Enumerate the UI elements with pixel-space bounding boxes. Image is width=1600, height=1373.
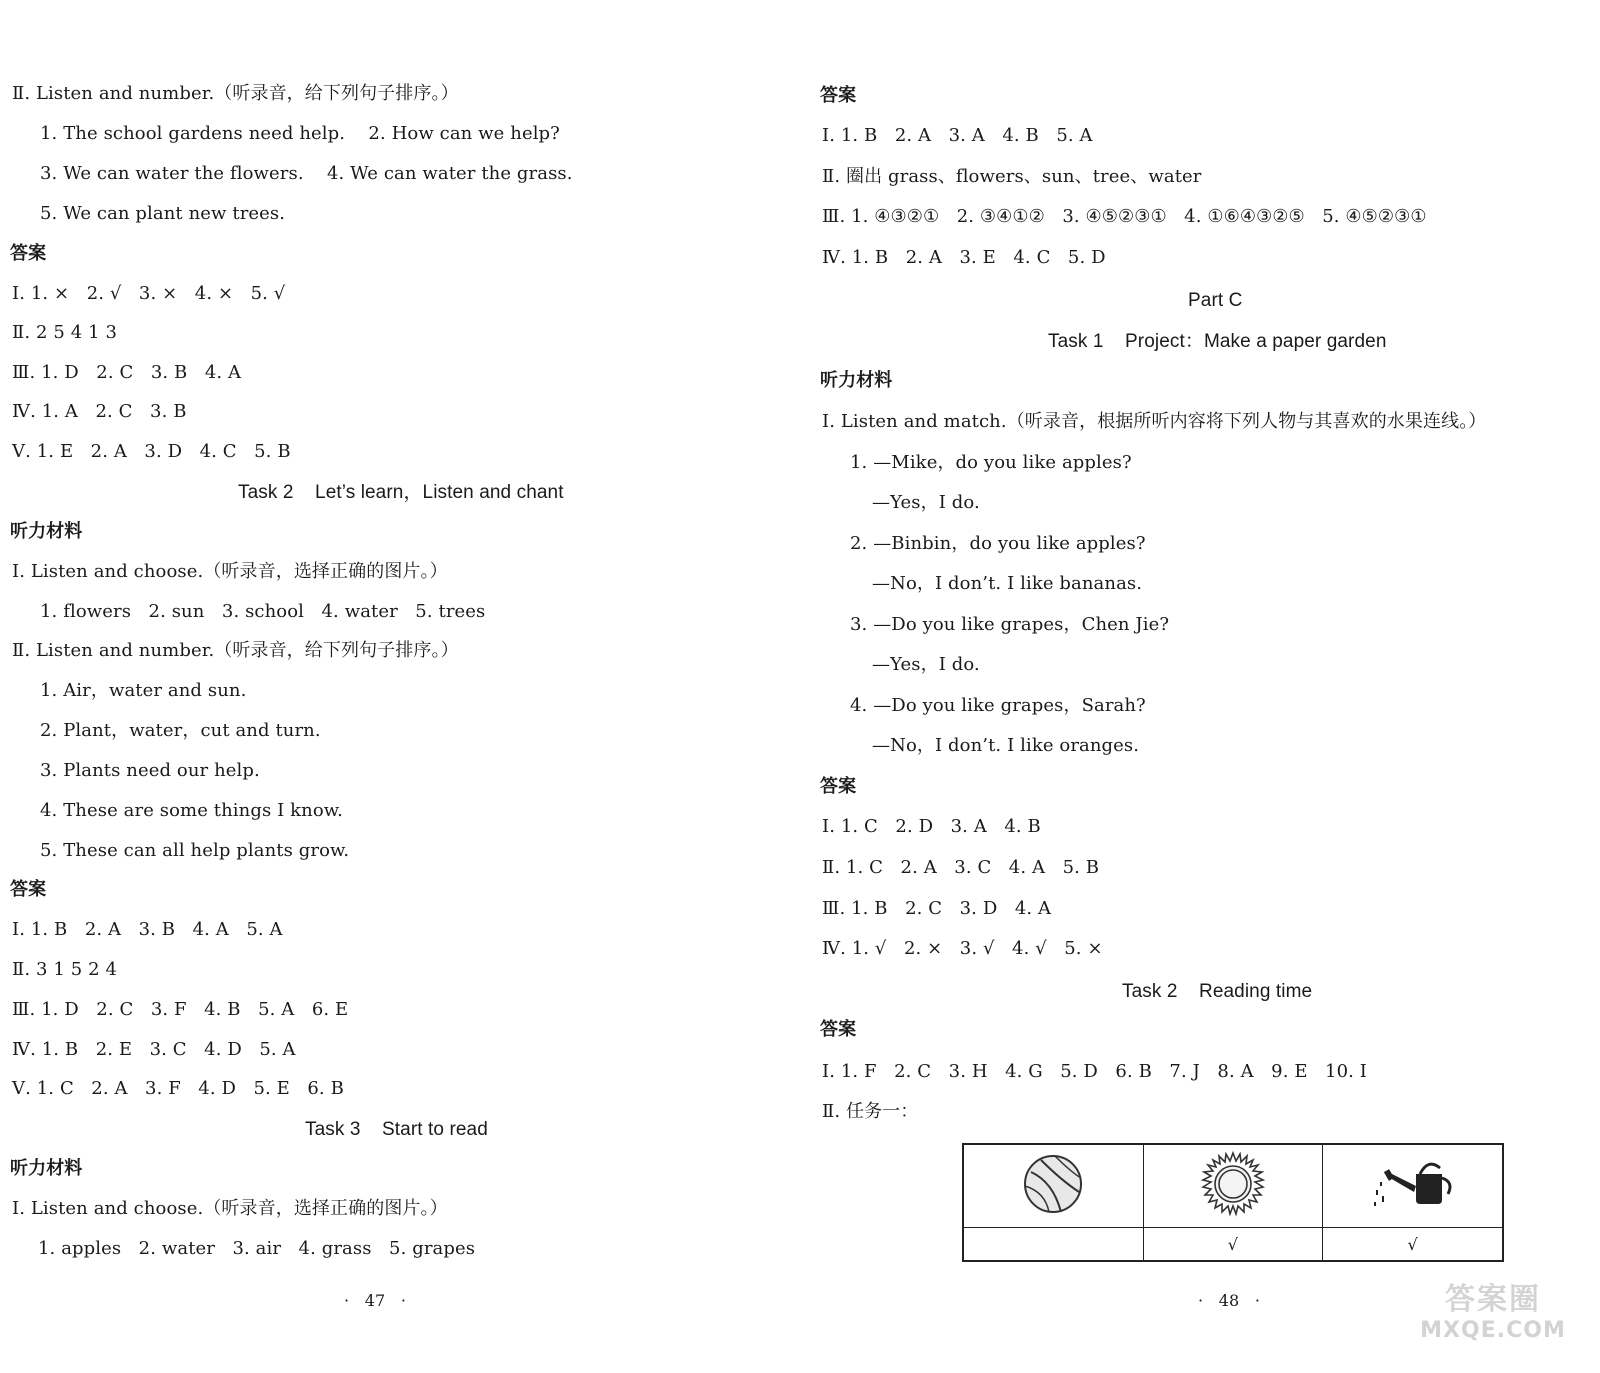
text-line: Ⅱ. Listen and number.（听录音，给下列句子排序。）	[12, 83, 459, 104]
text-line: Ⅳ. 1. B 2. E 3. C 4. D 5. A	[12, 1039, 296, 1060]
table-cell	[1323, 1144, 1503, 1228]
text-line: Ⅰ. 1. F 2. C 3. H 4. G 5. D 6. B 7. J 8. A 9. E 10. I	[822, 1061, 1368, 1082]
text-line: Ⅲ. 1. D 2. C 3. B 4. A	[12, 362, 242, 383]
answer-table	[962, 1143, 1504, 1262]
text-line: Ⅱ. 1. C 2. A 3. C 4. A 5. B	[822, 857, 1100, 878]
task-heading: Task 2 Let’s learn，Listen and chant	[238, 482, 564, 503]
text-line: 1. apples 2. water 3. air 4. grass 5. grapes	[38, 1238, 476, 1259]
task-heading: Task 3 Start to read	[305, 1119, 488, 1140]
text-line: Ⅴ. 1. C 2. A 3. F 4. D 5. E 6. B	[12, 1078, 344, 1099]
text-line: Ⅱ. 圈出 grass、flowers、sun、tree、water	[822, 166, 1202, 187]
text-line: Ⅰ. Listen and choose.（听录音，选择正确的图片。）	[12, 561, 448, 582]
section-label: 答案	[820, 85, 857, 106]
page-number: · 48 ·	[1198, 1291, 1261, 1310]
text-line: Ⅰ. Listen and match.（听录音，根据所听内容将下列人物与其喜欢的水果连线。）	[822, 411, 1487, 432]
text-line: Ⅱ. 任务一：	[822, 1101, 919, 1122]
text-line: Ⅰ. 1. × 2. √ 3. × 4. × 5. √	[12, 283, 286, 304]
text-line: 2. Plant，water，cut and turn.	[40, 720, 321, 741]
text-line: Ⅰ. Listen and choose.（听录音，选择正确的图片。）	[12, 1198, 448, 1219]
text-line: 4. —Do you like grapes，Sarah?	[850, 695, 1146, 716]
text-line: Ⅳ. 1. √ 2. × 3. √ 4. √ 5. ×	[822, 938, 1103, 959]
text-line: Ⅳ. 1. A 2. C 3. B	[12, 401, 187, 422]
text-line: —No，I don’t. I like bananas.	[872, 573, 1143, 594]
text-line: —Yes，I do.	[872, 492, 980, 513]
task-heading: Part C	[1188, 290, 1243, 311]
page-number: · 47 ·	[344, 1291, 407, 1310]
watermark	[1418, 1274, 1568, 1343]
section-label: 答案	[820, 1019, 857, 1040]
text-line: 2. —Binbin，do you like apples?	[850, 533, 1146, 554]
text-line: 1. —Mike，do you like apples?	[850, 452, 1132, 473]
text-line: 3. Plants need our help.	[40, 760, 260, 781]
watermark-logo-text: 答案圈	[1445, 1282, 1541, 1317]
table-cell	[963, 1228, 1143, 1262]
text-line: Ⅰ. 1. B 2. A 3. B 4. A 5. A	[12, 919, 283, 940]
watering-can-icon	[1368, 1152, 1458, 1216]
text-line: Ⅱ. Listen and number.（听录音，给下列句子排序。）	[12, 640, 459, 661]
task-heading: Task 1 Project：Make a paper garden	[1048, 331, 1387, 352]
table-cell: √	[1323, 1228, 1503, 1262]
table-cell: √	[1143, 1228, 1323, 1262]
table-row	[963, 1228, 1503, 1262]
section-label: 听力材料	[10, 521, 83, 542]
text-line: Ⅲ. 1. D 2. C 3. F 4. B 5. A 6. E	[12, 999, 349, 1020]
text-line: 3. —Do you like grapes，Chen Jie?	[850, 614, 1170, 635]
text-line: Ⅰ. 1. C 2. D 3. A 4. B	[822, 816, 1041, 837]
text-line: 5. These can all help plants grow.	[40, 840, 350, 861]
table-row	[963, 1144, 1503, 1228]
watermark-url: MXQE.COM	[1420, 1318, 1566, 1343]
text-line: Ⅱ. 2 5 4 1 3	[12, 322, 118, 343]
table-cell	[1143, 1144, 1323, 1228]
ball-icon	[1021, 1152, 1085, 1216]
text-line: Ⅴ. 1. E 2. A 3. D 4. C 5. B	[12, 441, 291, 462]
sun-icon	[1198, 1149, 1268, 1219]
text-line: Ⅳ. 1. B 2. A 3. E 4. C 5. D	[822, 247, 1106, 268]
text-line: 1. Air，water and sun.	[40, 680, 247, 701]
text-line: 1. flowers 2. sun 3. school 4. water 5. trees	[40, 601, 486, 622]
text-line: 4. These are some things I know.	[40, 800, 344, 821]
section-label: 答案	[10, 879, 47, 900]
text-line: Ⅰ. 1. B 2. A 3. A 4. B 5. A	[822, 125, 1093, 146]
text-line: Ⅱ. 3 1 5 2 4	[12, 959, 118, 980]
task-heading: Task 2 Reading time	[1122, 981, 1313, 1002]
text-line: Ⅲ. 1. ④③②① 2. ③④①② 3. ④⑤②③① 4. ①⑥④③②⑤ 5. ④⑤②③①	[822, 206, 1427, 227]
text-line: 3. We can water the flowers. 4. We can water the grass.	[40, 163, 573, 184]
table-cell	[963, 1144, 1143, 1228]
text-line: —Yes，I do.	[872, 654, 980, 675]
section-label: 答案	[820, 776, 857, 797]
text-line: 1. The school gardens need help. 2. How can we help?	[40, 123, 560, 144]
text-line: Ⅲ. 1. B 2. C 3. D 4. A	[822, 898, 1052, 919]
text-line: —No，I don’t. I like oranges.	[872, 735, 1140, 756]
section-label: 听力材料	[10, 1158, 83, 1179]
text-line: 5. We can plant new trees.	[40, 203, 286, 224]
section-label: 听力材料	[820, 370, 893, 391]
section-label: 答案	[10, 243, 47, 264]
